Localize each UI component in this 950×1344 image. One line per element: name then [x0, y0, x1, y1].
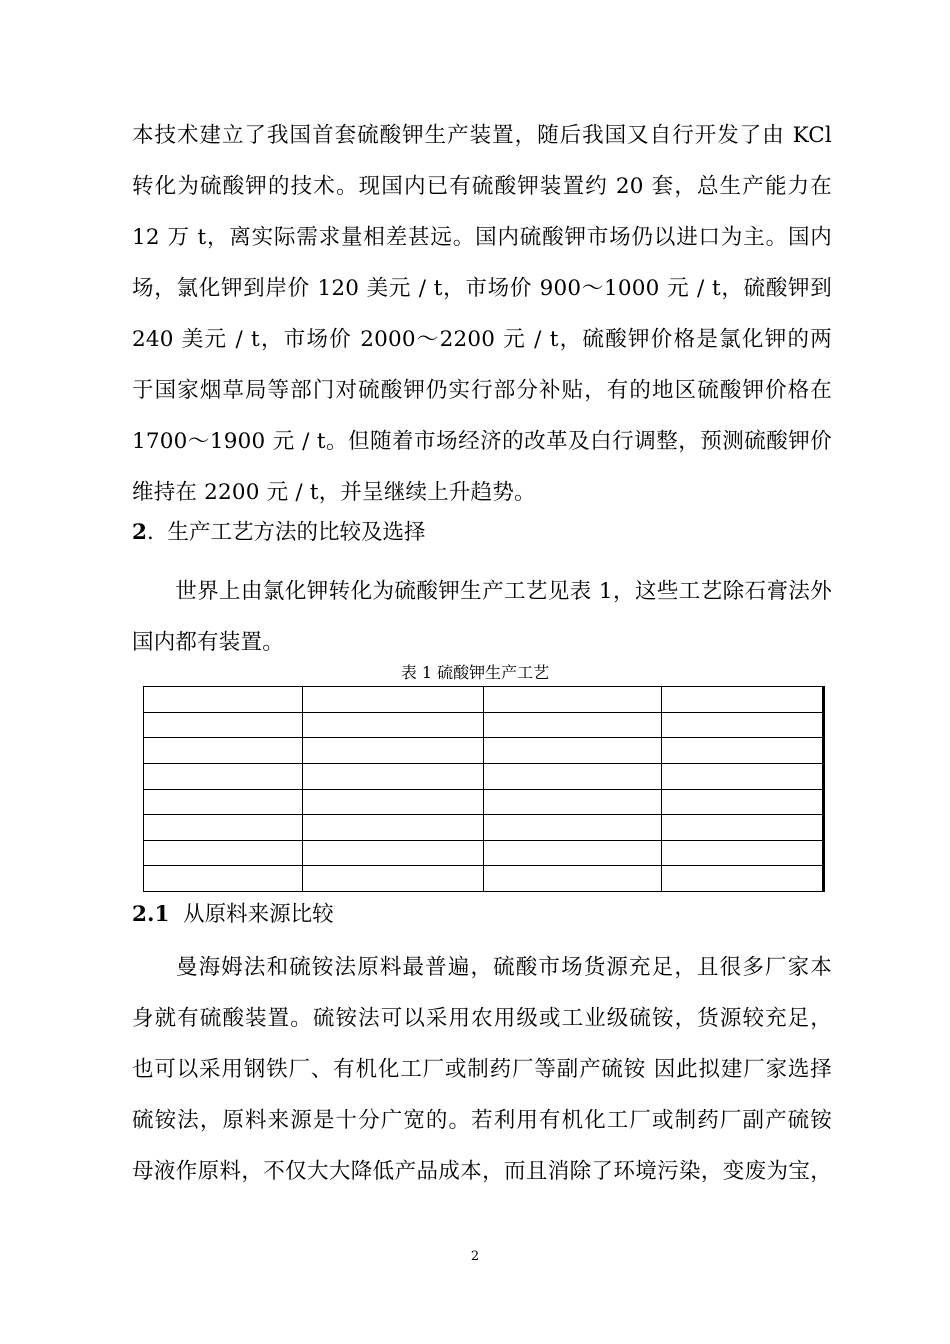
table-cell: [144, 687, 303, 713]
process-table: [143, 686, 825, 892]
paragraph-process-intro: [132, 566, 832, 668]
table-row: [144, 763, 824, 789]
text-line: 240 美元 / t，市场价 2000～2200 元 / t，硫酸钾价格是氯化钾的两: [132, 327, 832, 352]
table-cell: [144, 712, 303, 738]
text-line-content: 曼海姆法和硫铵法原料最普遍，硫酸市场货源充足，且很多厂家本: [175, 955, 832, 980]
table-cell: [662, 840, 824, 866]
text-line: 12 万 t，离实际需求量相差甚远。国内硫酸钾市场仍以进口为主。国内: [132, 225, 832, 250]
table-cell: [303, 815, 484, 841]
page-number: 2: [470, 1249, 480, 1264]
table-cell: [484, 866, 662, 892]
table-cell: [303, 687, 484, 713]
text-line: 硫铵法，原料来源是十分广宽的。若利用有机化工厂或制药厂副产硫铵: [132, 1108, 832, 1133]
table-cell: [144, 789, 303, 815]
table-cell: [144, 763, 303, 789]
text-line: 场，氯化钾到岸价 120 美元 / t，市场价 900～1000 元 / t，硫酸钾到: [132, 276, 832, 301]
paragraph-market-overview: [132, 110, 832, 518]
table-cell: [144, 738, 303, 764]
table-row: [144, 815, 824, 841]
table-cell: [484, 763, 662, 789]
table-row: [144, 866, 824, 892]
heading-text: 从原料来源比较: [183, 902, 334, 927]
table-cell: [484, 738, 662, 764]
table-cell: [662, 815, 824, 841]
text-line: 本技术建立了我国首套硫酸钾生产装置，随后我国又自行开发了由 KCl: [132, 123, 832, 148]
section-heading-2: [132, 518, 426, 548]
table-row: [144, 738, 824, 764]
text-line: 于国家烟草局等部门对硫酸钾仍实行部分补贴，有的地区硫酸钾价格在: [132, 378, 832, 403]
paragraph-raw-material: [132, 942, 832, 1197]
table-cell: [484, 815, 662, 841]
table-cell: [662, 738, 824, 764]
table-cell: [484, 687, 662, 713]
text-line: [132, 942, 832, 993]
table-cell: [303, 763, 484, 789]
table-row: [144, 840, 824, 866]
table-caption: 表 1 硫酸钾生产工艺: [400, 663, 550, 682]
text-line: 维持在 2200 元 / t，并呈继续上升趋势。: [132, 480, 536, 505]
text-line: [132, 566, 832, 617]
table-row: [144, 789, 824, 815]
table-row: [144, 712, 824, 738]
text-line: 身就有硫酸装置。硫铵法可以采用农用级或工业级硫铵，货源较充足，: [132, 1006, 832, 1031]
table-cell: [303, 789, 484, 815]
table-cell: [303, 738, 484, 764]
table-cell: [662, 712, 824, 738]
heading-separator: .: [146, 520, 154, 545]
table-cell: [484, 789, 662, 815]
heading-number: 2: [132, 520, 147, 545]
heading-text: 生产工艺方法的比较及选择: [167, 520, 426, 545]
table-cell: [662, 866, 824, 892]
text-line: 转化为硫酸钾的技术。现国内已有硫酸钾装置约 20 套，总生产能力在: [132, 174, 832, 199]
table-cell: [662, 789, 824, 815]
text-line: 1700～1900 元 / t。但随着市场经济的改革及白行调整，预测硫酸钾价: [132, 429, 832, 454]
text-line: 国内都有装置。: [132, 630, 284, 655]
heading-number: 2.1: [132, 902, 170, 927]
table-cell: [484, 712, 662, 738]
table-cell: [303, 840, 484, 866]
text-line-content: 世界上由氯化钾转化为硫酸钾生产工艺见表 1，这些工艺除石膏法外: [175, 579, 832, 604]
table-row: [144, 687, 824, 713]
table-cell: [144, 866, 303, 892]
table-cell: [662, 687, 824, 713]
table-cell: [303, 712, 484, 738]
text-line: 母液作原料，不仅大大降低产品成本，而且消除了环境污染，变废为宝，: [132, 1159, 832, 1184]
table-cell: [144, 815, 303, 841]
table-cell: [144, 840, 303, 866]
section-heading-2-1: [132, 900, 334, 930]
table-cell: [303, 866, 484, 892]
text-line: 也可以采用钢铁厂、有机化工厂或制药厂等副产硫铵 因此拟建厂家选择: [132, 1057, 832, 1082]
table-cell: [662, 763, 824, 789]
table-cell: [484, 840, 662, 866]
